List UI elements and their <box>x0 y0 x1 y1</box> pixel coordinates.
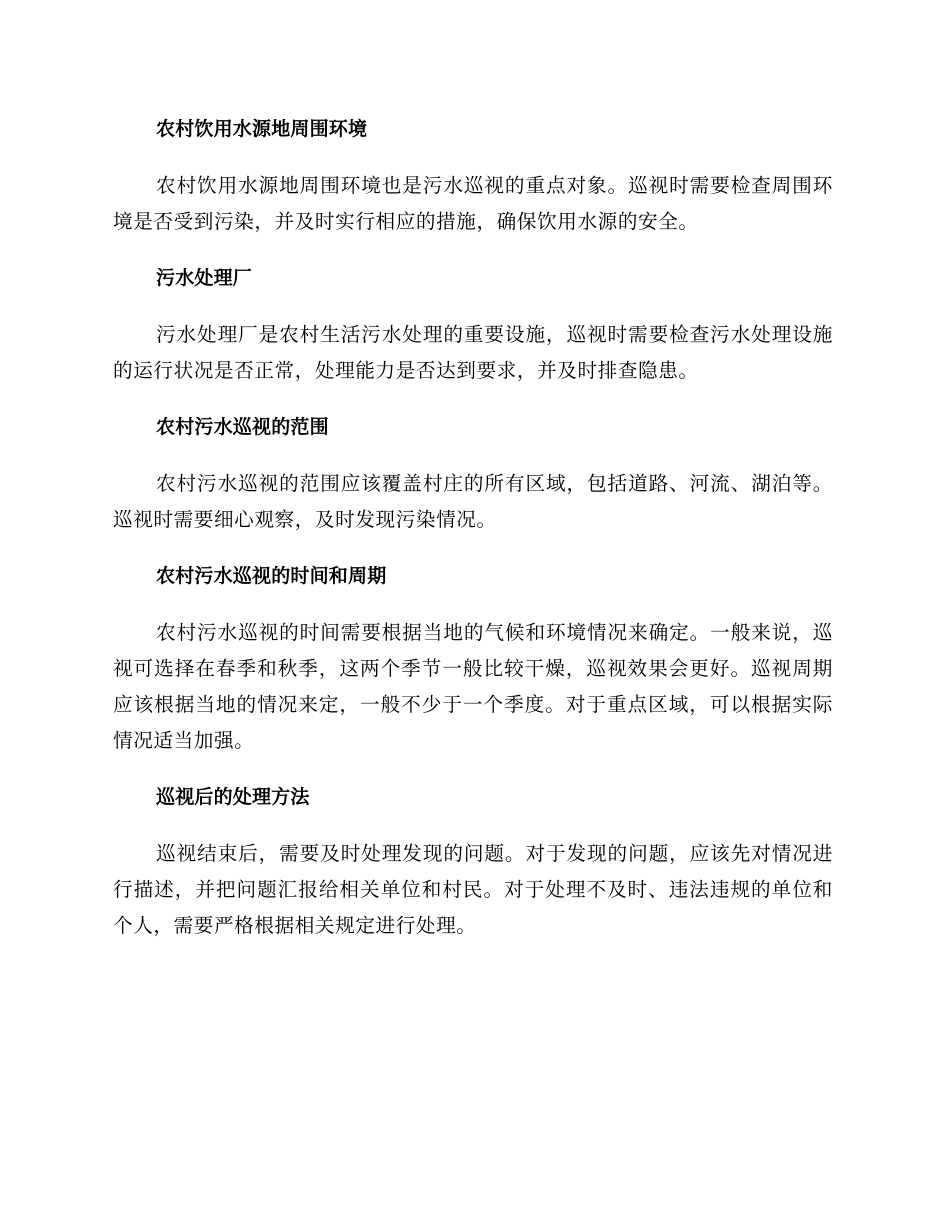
section-heading: 农村污水巡视的时间和周期 <box>156 565 387 587</box>
section-paragraph: 巡视结束后，需要及时处理发现的问题。对于发现的问题，应该先对情况进行描述，并把问题汇报给相关单位和村民。对于处理不及时、违法违规的单位和个人，需要严格根据相关规定进行处理。 <box>113 842 833 937</box>
section-paragraph: 农村污水巡视的时间需要根据当地的气候和环境情况来确定。一般来说，巡视可选择在春季和秋季，这两个季节一般比较干燥，巡视效果会更好。巡视周期应该根据当地的情况来定，一般不少于一个季度。对于重点区域，可以根据实际情况适当加强。 <box>113 621 833 752</box>
document-body <box>113 112 833 944</box>
section-paragraph: 农村污水巡视的范围应该覆盖村庄的所有区域，包括道路、河流、湖泊等。巡视时需要细心观察，及时发现污染情况。 <box>113 472 833 531</box>
section-heading: 农村饮用水源地周围环境 <box>156 118 368 140</box>
section-heading: 巡视后的处理方法 <box>156 786 310 808</box>
section-paragraph: 污水处理厂是农村生活污水处理的重要设施，巡视时需要检查污水处理设施的运行状况是否正常，处理能力是否达到要求，并及时排查隐患。 <box>113 323 833 382</box>
section-post-inspection <box>113 780 833 944</box>
section-drinking-water-source <box>113 112 833 261</box>
section-paragraph: 农村饮用水源地周围环境也是污水巡视的重点对象。巡视时需要检查周围环境是否受到污染，并及时实行相应的措施，确保饮用水源的安全。 <box>113 174 833 233</box>
section-inspection-scope <box>113 410 833 559</box>
section-heading: 污水处理厂 <box>156 267 253 289</box>
section-sewage-plant <box>113 261 833 410</box>
section-heading: 农村污水巡视的范围 <box>156 416 329 438</box>
section-inspection-timing <box>113 559 833 780</box>
